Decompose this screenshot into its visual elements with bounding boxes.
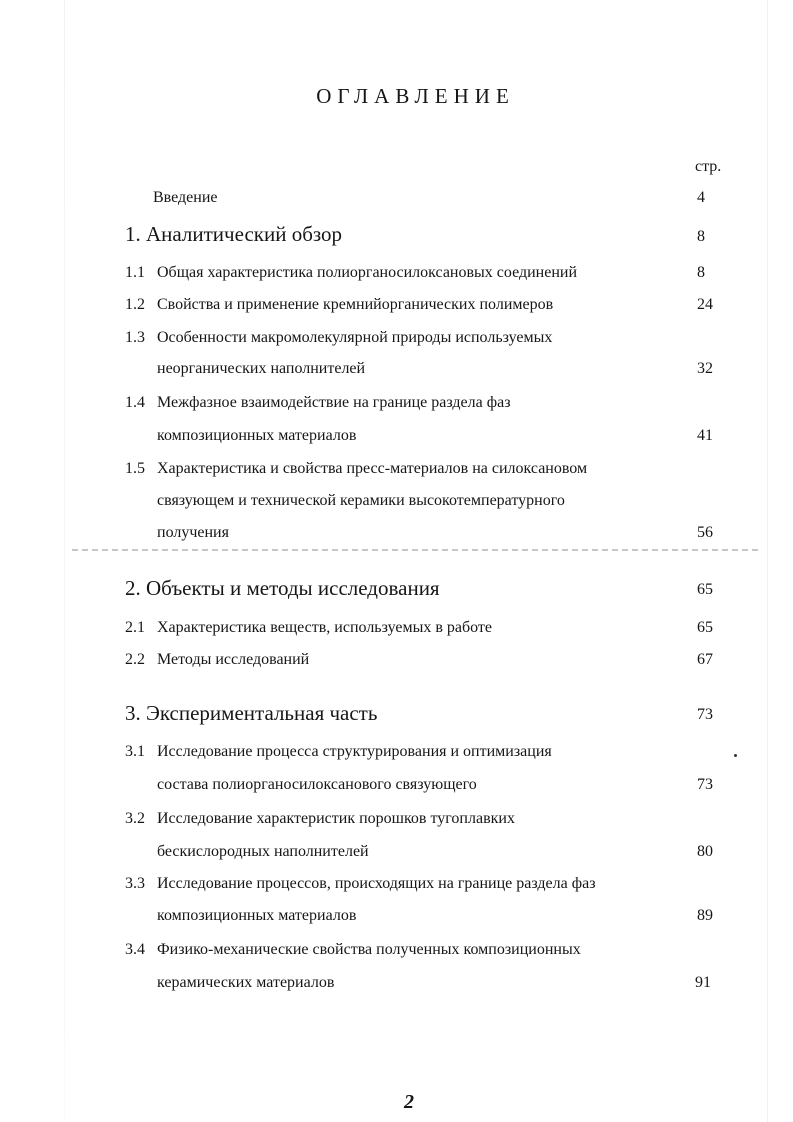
toc-section-title: Характеристика веществ, используемых в работе bbox=[157, 619, 493, 636]
toc-section-number: 1.4 bbox=[125, 394, 145, 411]
toc-section-title-continued: неорганических наполнителей bbox=[157, 360, 366, 377]
pages-column-label: стр. bbox=[695, 158, 722, 175]
toc-chapter-title: 1. Аналитический обзор bbox=[125, 222, 343, 246]
toc-section-title-continued: связующем и технической керамики высокотемпературного bbox=[157, 492, 565, 509]
toc-page-number: 89 bbox=[697, 907, 713, 924]
toc-page-number: 8 bbox=[697, 264, 705, 281]
toc-page-number: 41 bbox=[697, 427, 713, 444]
toc-section-number: 1.5 bbox=[125, 460, 145, 477]
toc-page-number: 56 bbox=[697, 524, 713, 541]
toc-page-number: 4 bbox=[697, 189, 705, 206]
toc-section-title: Общая характеристика полиорганосилоксановых соединений bbox=[157, 264, 578, 281]
toc-page-number: 8 bbox=[697, 228, 705, 245]
toc-page-number: 73 bbox=[697, 706, 713, 723]
toc-chapter-title: 3. Экспериментальная часть bbox=[125, 701, 378, 725]
toc-section-number: 3.4 bbox=[125, 941, 145, 958]
toc-page-number: 65 bbox=[697, 581, 713, 598]
toc-section-title-continued: композиционных материалов bbox=[157, 427, 357, 444]
toc-section-title-continued: состава полиорганосилоксанового связующего bbox=[157, 776, 477, 793]
toc-page-number: 24 bbox=[697, 296, 713, 313]
toc-section-title-continued: композиционных материалов bbox=[157, 907, 357, 924]
toc-page-number: 65 bbox=[697, 619, 713, 636]
toc-chapter-title: 2. Объекты и методы исследования bbox=[125, 576, 440, 600]
toc-section-title-continued: керамических материалов bbox=[157, 974, 335, 991]
page-title: ОГЛАВЛЕНИЕ bbox=[316, 84, 515, 108]
scan-artifact-dashed-line bbox=[72, 549, 758, 551]
scan-page-edge bbox=[64, 0, 65, 1122]
toc-section-title: Исследование процесса структурирования и оптимизация bbox=[157, 743, 552, 760]
toc-page-number: 67 bbox=[697, 651, 713, 668]
toc-section-title: Особенности макромолекулярной природы используемых bbox=[157, 329, 553, 346]
toc-section-title: Методы исследований bbox=[157, 651, 310, 668]
toc-section-number: 1.2 bbox=[125, 296, 145, 313]
toc-page-number: 80 bbox=[697, 843, 713, 860]
toc-section-title: Исследование процессов, происходящих на границе раздела фаз bbox=[157, 875, 596, 892]
toc-page-number: 73 bbox=[697, 776, 713, 793]
toc-section-title: Характеристика и свойства пресс-материалов на силоксановом bbox=[157, 460, 588, 477]
toc-section-number: 3.2 bbox=[125, 810, 145, 827]
toc-page-number: 32 bbox=[697, 360, 713, 377]
scan-page-edge bbox=[767, 0, 768, 1122]
toc-section-number: 2.1 bbox=[125, 619, 145, 636]
toc-section-title: Исследование характеристик порошков тугоплавких bbox=[157, 810, 515, 827]
toc-section-number: 2.2 bbox=[125, 651, 145, 668]
toc-section-title-continued: бескислородных наполнителей bbox=[157, 843, 369, 860]
toc-section-title: Свойства и применение кремнийорганических полимеров bbox=[157, 296, 554, 313]
toc-section-title: Межфазное взаимодействие на границе раздела фаз bbox=[157, 394, 511, 411]
toc-section-title-continued: получения bbox=[157, 524, 229, 541]
toc-section-title: Физико-механические свойства полученных композиционных bbox=[157, 941, 581, 958]
toc-section-number: 3.1 bbox=[125, 743, 145, 760]
scan-speck bbox=[734, 754, 737, 757]
toc-page-number: 91 bbox=[695, 974, 711, 991]
toc-section-number: 1.3 bbox=[125, 329, 145, 346]
toc-section-number: 3.3 bbox=[125, 875, 145, 892]
toc-section-number: 1.1 bbox=[125, 264, 145, 281]
page-folio-number: 2 bbox=[404, 1091, 414, 1113]
toc-intro-label: Введение bbox=[153, 189, 218, 206]
